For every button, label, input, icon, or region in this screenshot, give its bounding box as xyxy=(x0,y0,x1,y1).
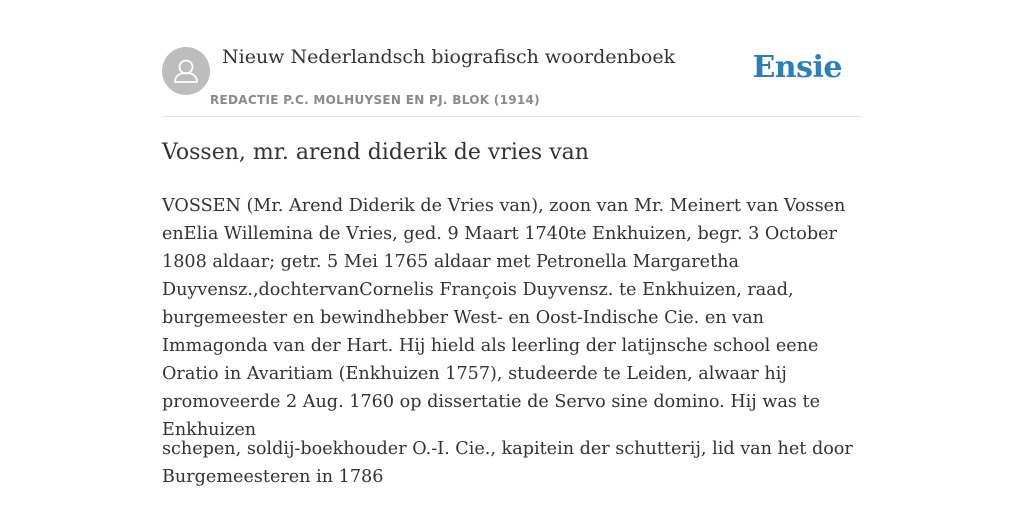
brand-logo[interactable]: Ensie xyxy=(752,50,842,85)
entry-card xyxy=(162,0,862,487)
source-editors: REDACTIE P.C. MOLHUYSEN EN PJ. BLOK (1914) xyxy=(210,93,540,107)
entry-paragraph: schepen, soldij-boekhouder O.-I. Cie., kapitein der schutterij, lid van het door Burgemeesteren in 1786 xyxy=(162,439,853,487)
source-title[interactable]: Nieuw Nederlandsch biografisch woordenboek xyxy=(222,46,676,68)
source-header xyxy=(162,0,862,117)
user-icon xyxy=(162,47,210,95)
entry-paragraph: VOSSEN (Mr. Arend Diderik de Vries van), zoon van Mr. Meinert van Vossen enElia Willemina de Vries, ged. 9 Maart 1740te Enkhuizen, begr. 3 October 1808 aldaar; getr. 5 Mei 1765 aldaar met Petronella Margaretha Duyvensz.,dochtervanCornelis François Duyvensz. te Enkhuizen, raad, burgemeester en bewindhebber West- en Oost-Indische Cie. en van Immagonda van der Hart. Hij hield als leerling der latijnsche school eene Oratio in Avaritiam (Enkhuizen 1757), studeerde te Leiden, alwaar hij promoveerde 2 Aug. 1760 op dissertatie de Servo sine domino. Hij was te Enkhuizen xyxy=(162,196,846,440)
entry-title: Vossen, mr. arend diderik de vries van xyxy=(162,140,589,165)
